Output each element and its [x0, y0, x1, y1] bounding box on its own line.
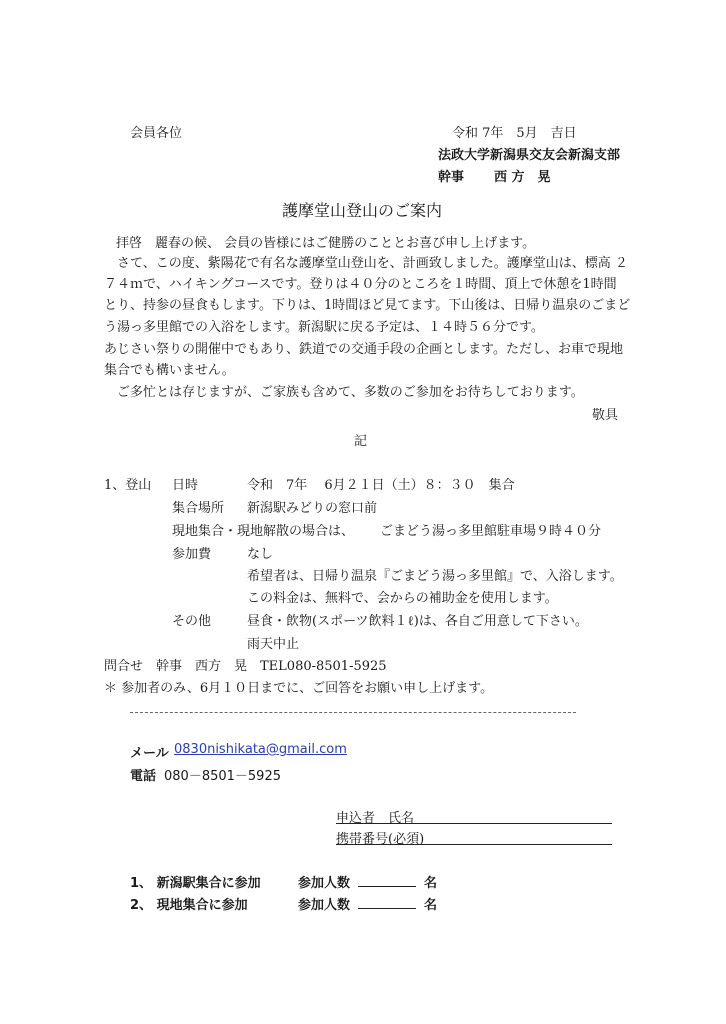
mobile-label: 携帯番号(必須) [336, 832, 425, 847]
other-label: その他 [172, 614, 212, 629]
greeting-line: 拝啓 麗春の候、 会員の皆様にはご健勝のこととお喜び申し上げます。 [116, 236, 536, 251]
station-count-field[interactable] [358, 886, 416, 887]
contact-line: 問合せ 幹事 西方 晃 TEL080-8501-5925 [104, 659, 387, 674]
body-line: ご多忙とは存じますが、ご家族も含めて、多数のご参加をお待ちしております。 [104, 385, 584, 400]
closing: 敬具 [592, 408, 619, 423]
fee-label: 参加費 [172, 547, 212, 562]
local-label: 現地集合・現地解散の場合は、 [172, 524, 355, 539]
body-line: う湯っ多里館での入浴をします。新潟駅に戻る予定は、１４時５６分です。 [104, 320, 544, 335]
local-value: ごまどう湯っ多里館駐車場９時４０分 [380, 524, 602, 539]
page-title: 護摩堂山登山のご案内 [282, 201, 443, 220]
body-line: ７４ｍで、ハイキングコースです。登りは４０分のところを１時間、頂上で休憩を1時間 [104, 277, 617, 292]
fee-note: この料金は、無料で、会からの補助金を使用します。 [247, 591, 558, 606]
option-local: 2、 現地集合に参加 [130, 898, 248, 913]
email-link[interactable]: 0830nishikata@gmail.com [174, 742, 347, 757]
ki-heading: 記 [354, 434, 368, 449]
body-line: 集合でも構いません。 [104, 363, 235, 378]
count-label: 参加人数 [298, 898, 351, 913]
recipient: 会員各位 [130, 126, 183, 141]
local-count-field[interactable] [358, 908, 416, 909]
phone-value: 080－8501－5925 [164, 769, 281, 784]
datetime-value: 令和 7年 6月２１日（土）８：３０ 集合 [247, 478, 515, 493]
datetime-label: 日時 [172, 478, 199, 493]
organization: 法政大学新潟県交友会新潟支部 [438, 148, 621, 163]
body-line: とり、持参の昼食もします。下りは、1時間ほど見てます。下山後は、日帰り温泉のごまど [104, 298, 631, 313]
phone-label: 電話 [130, 769, 157, 784]
option-station: 1、 新潟駅集合に参加 [130, 876, 261, 891]
count-label: 参加人数 [298, 876, 351, 891]
fee-note: 希望者は、日帰り温泉『ごまどう湯っ多里館』で、入浴します。 [247, 569, 623, 584]
cut-line [130, 712, 576, 713]
place-value: 新潟駅みどりの窓口前 [247, 501, 378, 516]
mobile-field[interactable] [336, 844, 612, 845]
date: 令和 7年 5月 吉日 [452, 126, 577, 141]
mail-label: メール [130, 746, 169, 761]
fee-value: なし [247, 547, 274, 562]
secretary-title: 幹事 [438, 170, 465, 185]
other-value: 昼食・飲物(スポーツ飲料１ℓ)は、各自ご用意して下さい。 [247, 614, 588, 629]
unit-label: 名 [424, 898, 438, 913]
reply-note: ＊ 参加者のみ、6月１０日までに、ご回答をお願い申し上げます。 [104, 681, 494, 696]
applicant-name-field[interactable] [336, 823, 612, 824]
secretary-name: 西 方 晃 [494, 170, 551, 185]
unit-label: 名 [424, 876, 438, 891]
place-label: 集合場所 [172, 501, 225, 516]
applicant-label: 申込者 氏名 [336, 811, 415, 826]
other-note: 雨天中止 [247, 637, 300, 652]
body-line: さて、この度、紫陽花で有名な護摩堂山登山を、計画致しました。護摩堂山は、標高 ２ [104, 256, 628, 271]
body-line: あじさい祭りの開催中でもあり、鉄道での交通手段の企画とします。ただし、お車で現地 [104, 342, 623, 357]
item-number: 1、登山 [104, 478, 152, 493]
